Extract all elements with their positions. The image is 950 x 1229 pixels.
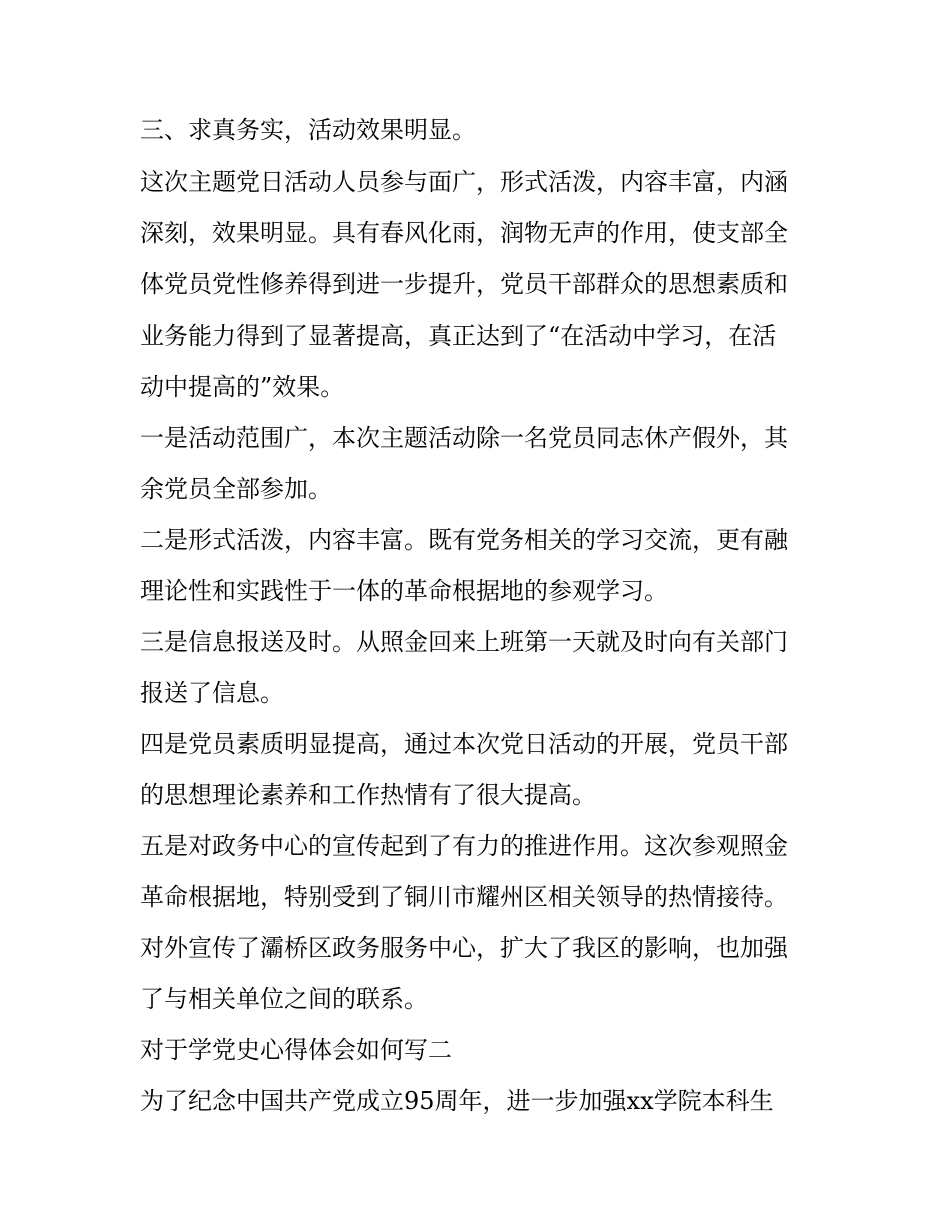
text-line: 这次主题党日活动人员参与面广，形式活泼，内容丰富，内涵	[140, 168, 788, 196]
text-line: 革命根据地，特别受到了铜川市耀州区相关领导的热情接待。	[140, 883, 788, 911]
text-line: 报送了信息。	[140, 679, 284, 707]
text-line: 三是信息报送及时。从照金回来上班第一天就及时向有关部门	[140, 628, 788, 656]
text-line: 三、求真务实，活动效果明显。	[140, 116, 476, 144]
text-line: 对外宣传了灞桥区政务服务中心，扩大了我区的影响，也加强	[140, 934, 788, 962]
text-line: 体党员党性修养得到进一步提升，党员干部群众的思想素质和	[140, 270, 788, 298]
text-line: 了与相关单位之间的联系。	[140, 985, 428, 1013]
text-line: 一是活动范围广，本次主题活动除一名党员同志休产假外，其	[140, 424, 788, 452]
text-line: 理论性和实践性于一体的革命根据地的参观学习。	[140, 577, 668, 605]
section-heading: 对于学党史心得体会如何写二	[140, 1036, 452, 1064]
text-line: 二是形式活泼，内容丰富。既有党务相关的学习交流，更有融	[140, 526, 788, 554]
text-line: 五是对政务中心的宣传起到了有力的推进作用。这次参观照金	[140, 832, 788, 860]
text-line: 余党员全部参加。	[140, 475, 332, 503]
text-line: 深刻，效果明显。具有春风化雨，润物无声的作用，使支部全	[140, 219, 788, 247]
text-line: 动中提高的”效果。	[140, 373, 345, 401]
text-line: 四是党员素质明显提高，通过本次党日活动的开展，党员干部	[140, 730, 788, 758]
text-line: 业务能力得到了显著提高，真正达到了“在活动中学习，在活	[140, 322, 777, 350]
text-line: 的思想理论素养和工作热情有了很大提高。	[140, 781, 596, 809]
text-line: 为了纪念中国共产党成立95周年，进一步加强xx学院本科生	[140, 1087, 774, 1115]
